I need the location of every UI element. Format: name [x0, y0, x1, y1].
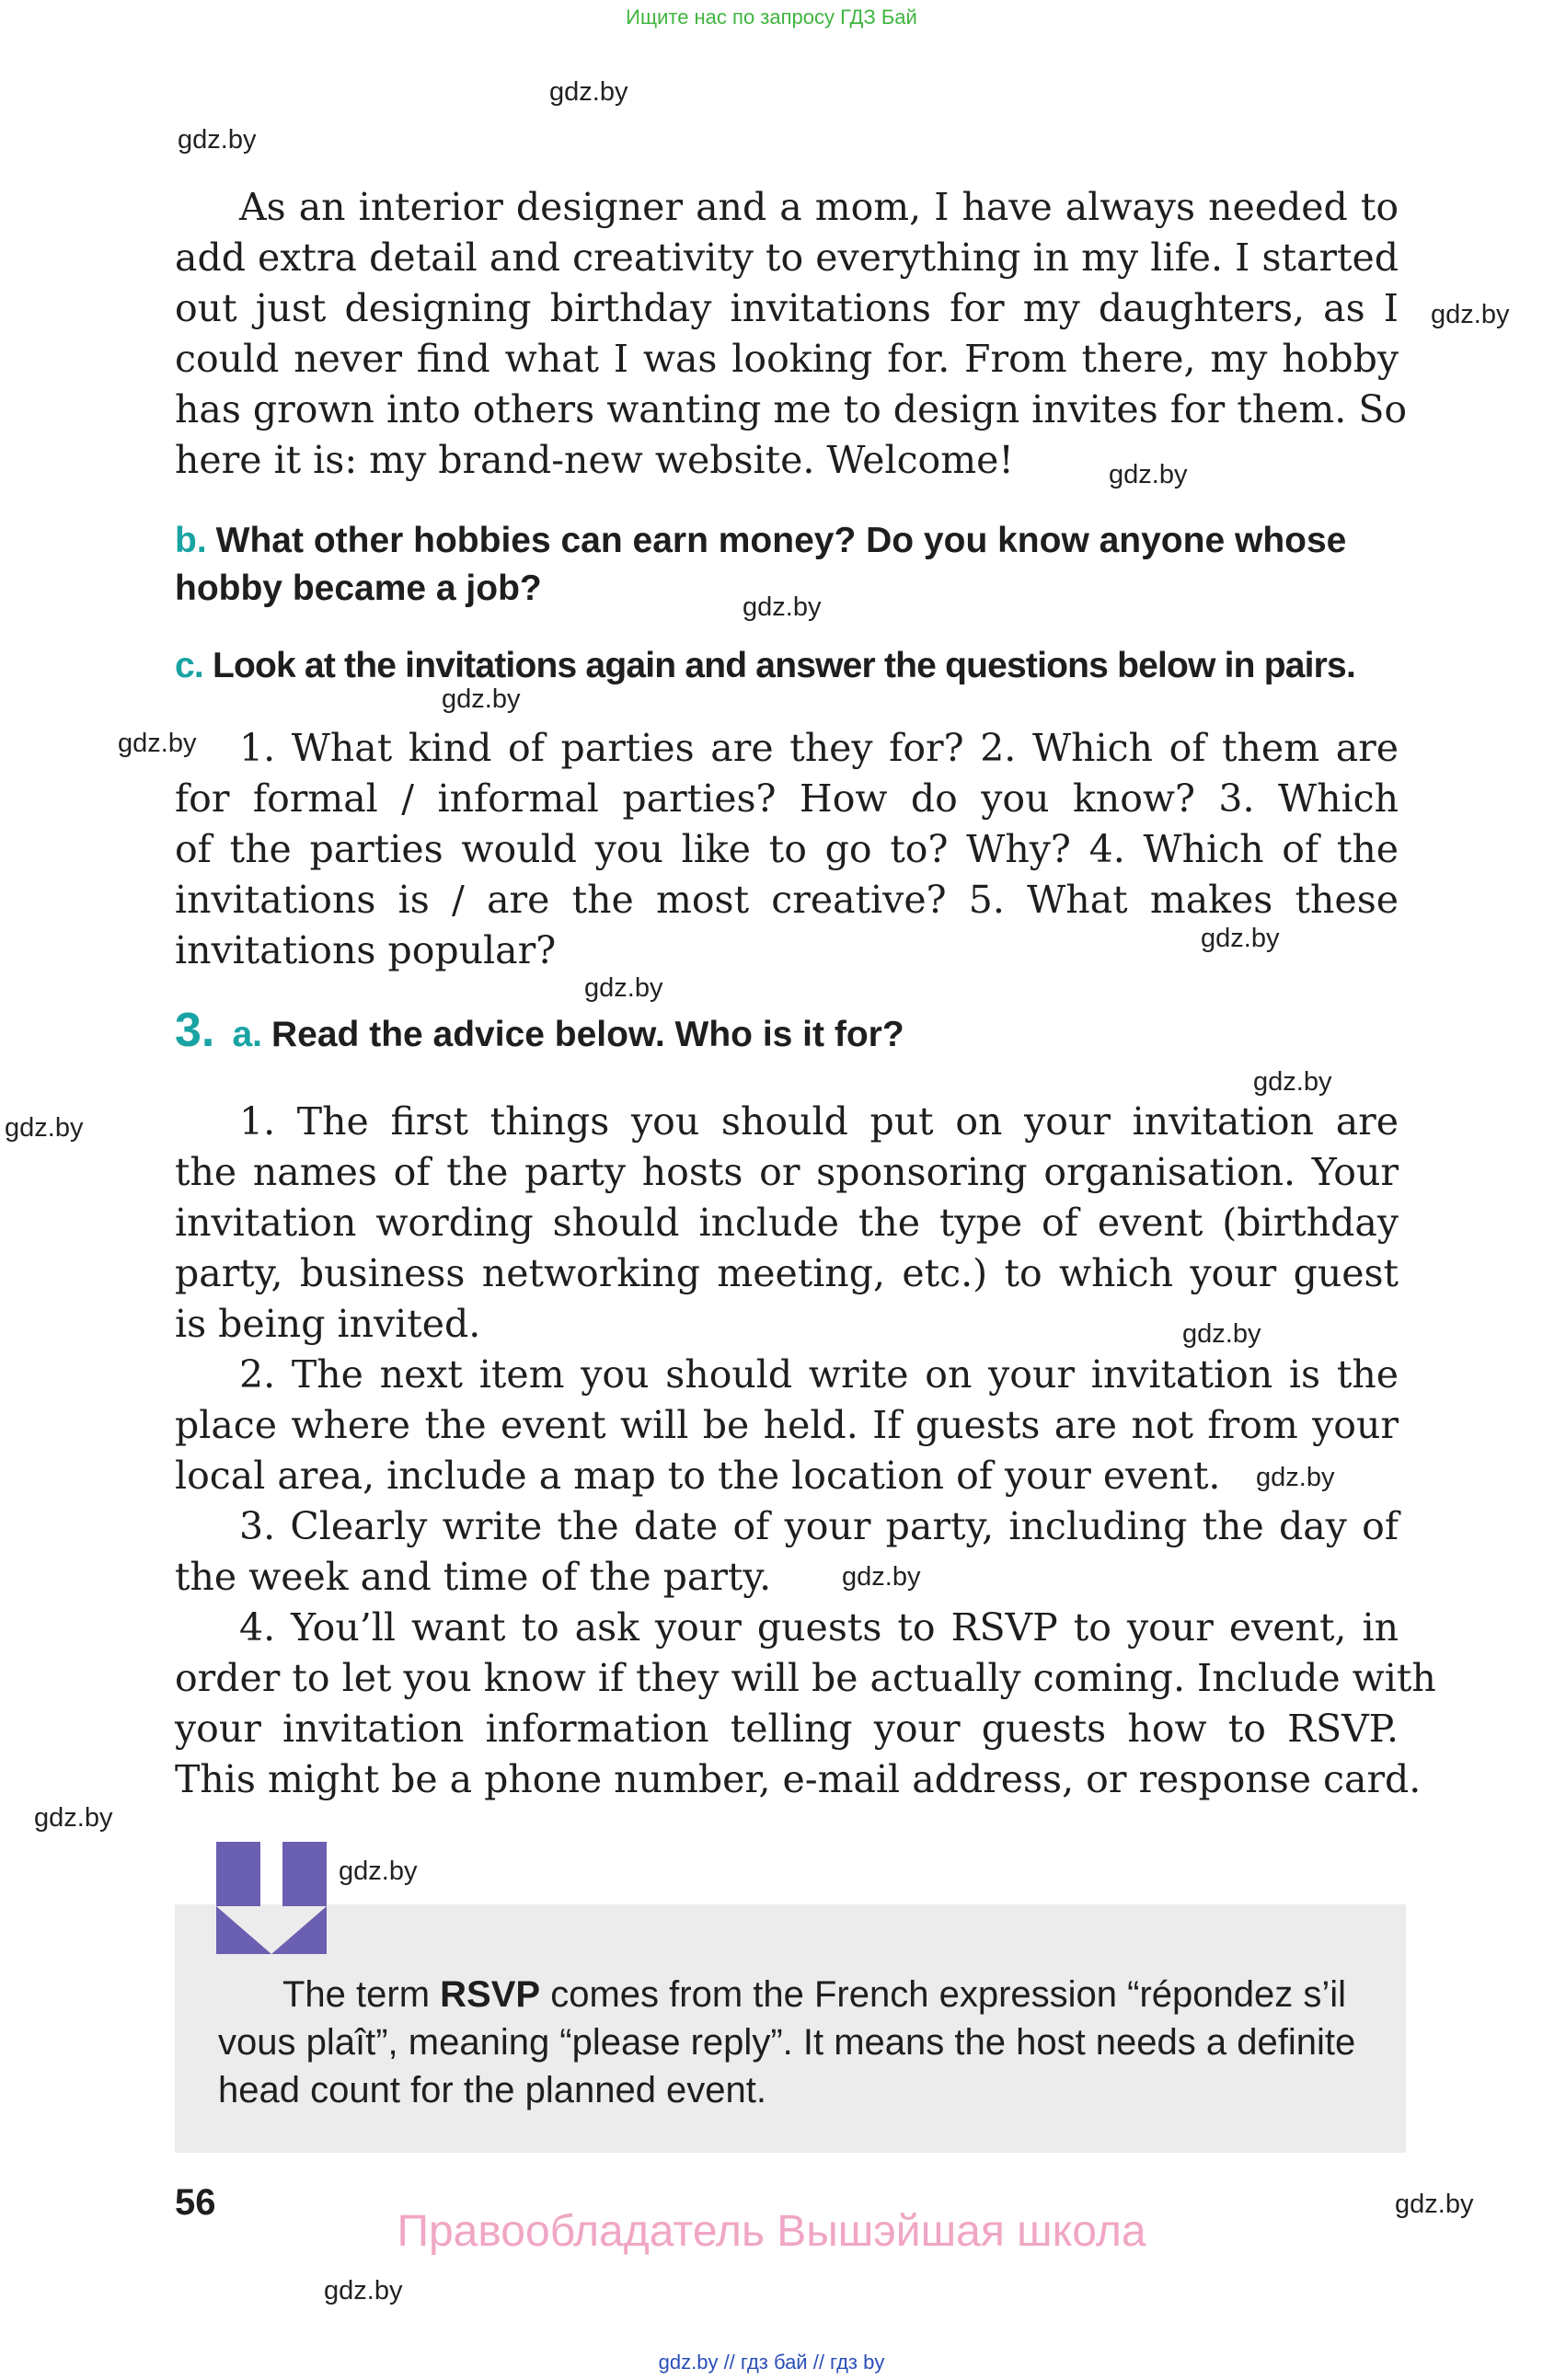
- page-number: 56: [175, 2182, 216, 2223]
- question-text: hobby became a job?: [175, 569, 542, 608]
- question-text: Look at the invitations again and answer the questions below in pairs.: [212, 646, 1355, 685]
- footer-links[interactable]: gdz.by // гдз бай // гдз by: [658, 2351, 885, 2374]
- intro-paragraph: [175, 182, 1408, 486]
- text-line: out just designing birthday invitations for my daughters, as I: [175, 286, 1399, 330]
- text-line: place where the event will be held. If guests are not from your: [175, 1403, 1399, 1447]
- watermark: gdz.by: [324, 2276, 403, 2305]
- question-text: What other hobbies can earn money? Do you know anyone whose: [215, 521, 1347, 560]
- text-line: invitations is / are the most creative? 5. What makes these: [175, 878, 1399, 922]
- text-line: is being invited.: [175, 1302, 481, 1346]
- text-line: invitations popular?: [175, 928, 557, 972]
- text-line: local area, include a map to the location of your event.: [175, 1454, 1221, 1498]
- copyright-text: Правообладатель Вышэйшая школа: [397, 2207, 1146, 2256]
- text-line: As an interior designer and a mom, I have always needed to: [239, 185, 1399, 229]
- arrow-down-icon: [216, 1842, 327, 1954]
- note-prefix: The term: [282, 1974, 441, 2015]
- watermark: gdz.by: [1109, 460, 1188, 489]
- text-line: 1. What kind of parties are they for? 2. Which of them are: [239, 726, 1399, 770]
- text-line: add extra detail and creativity to everything in my life. I started: [175, 236, 1399, 280]
- note-body: comes from the French expression “répondez s’il vous plaît”, meaning “please reply”. It means the host needs a definite head count for the planned event.: [218, 1974, 1356, 2110]
- watermark: gdz.by: [842, 1562, 921, 1592]
- watermark: gdz.by: [34, 1803, 113, 1833]
- text-line: has grown into others wanting me to design invites for them. So: [175, 387, 1408, 431]
- question-letter: b.: [175, 521, 207, 560]
- watermark: gdz.by: [1182, 1319, 1261, 1349]
- text-line: of the parties would you like to go to? Why? 4. Which of the: [175, 827, 1399, 871]
- advice-list: [175, 1097, 1436, 1805]
- text-line: 2. The next item you should write on your invitation is the: [239, 1352, 1399, 1397]
- top-banner: Ищите нас по запросу ГДЗ Бай: [626, 6, 917, 29]
- task-3-heading: [175, 1003, 904, 1059]
- text-line: for formal / informal parties? How do you know? 3. Which: [175, 776, 1399, 821]
- text-line: 4. You’ll want to ask your guests to RSVP to your event, in: [239, 1605, 1399, 1650]
- watermark: gdz.by: [178, 125, 257, 155]
- question-c: [175, 642, 1408, 690]
- text-line: invitation wording should include the type of event (birthday: [175, 1201, 1399, 1245]
- watermark: gdz.by: [1256, 1463, 1335, 1492]
- note-text: [218, 1971, 1359, 2114]
- text-line: This might be a phone number, e-mail address, or response card.: [175, 1757, 1422, 1801]
- text-line: your invitation information telling your guests how to RSVP.: [175, 1707, 1399, 1751]
- text-line: here it is: my brand-new website. Welcome!: [175, 438, 1014, 482]
- text-line: order to let you know if they will be actually coming. Include with: [175, 1656, 1436, 1700]
- text-line: could never find what I was looking for. From there, my hobby: [175, 337, 1399, 381]
- watermark: gdz.by: [1431, 300, 1510, 329]
- text-line: the names of the party hosts or sponsoring organisation. Your: [175, 1150, 1399, 1194]
- text-line: 3. Clearly write the date of your party, including the day of: [239, 1504, 1399, 1548]
- watermark: gdz.by: [1395, 2190, 1474, 2219]
- watermark: gdz.by: [5, 1113, 84, 1143]
- watermark: gdz.by: [584, 973, 663, 1003]
- questions-paragraph: [175, 723, 1399, 976]
- watermark: gdz.by: [743, 592, 822, 622]
- note-term: RSVP: [440, 1974, 541, 2015]
- question-b: [175, 517, 1399, 613]
- watermark: gdz.by: [1253, 1067, 1332, 1097]
- watermark: gdz.by: [442, 684, 521, 714]
- question-letter: c.: [175, 646, 203, 685]
- advice-item: [175, 1350, 1399, 1501]
- text-line: 1. The first things you should put on your invitation are: [239, 1099, 1399, 1144]
- watermark: gdz.by: [1201, 924, 1280, 953]
- watermark: gdz.by: [118, 729, 197, 758]
- advice-item: [175, 1097, 1399, 1350]
- text-line: the week and time of the party.: [175, 1555, 772, 1599]
- text-line: party, business networking meeting, etc.) to which your guest: [175, 1251, 1399, 1295]
- watermark: gdz.by: [339, 1857, 418, 1886]
- task-number: 3.: [175, 1004, 215, 1057]
- advice-item: [175, 1603, 1436, 1805]
- advice-item: [175, 1501, 1399, 1603]
- task-letter: a.: [232, 1015, 262, 1054]
- task-instruction: Read the advice below. Who is it for?: [271, 1015, 904, 1054]
- watermark: gdz.by: [549, 77, 628, 107]
